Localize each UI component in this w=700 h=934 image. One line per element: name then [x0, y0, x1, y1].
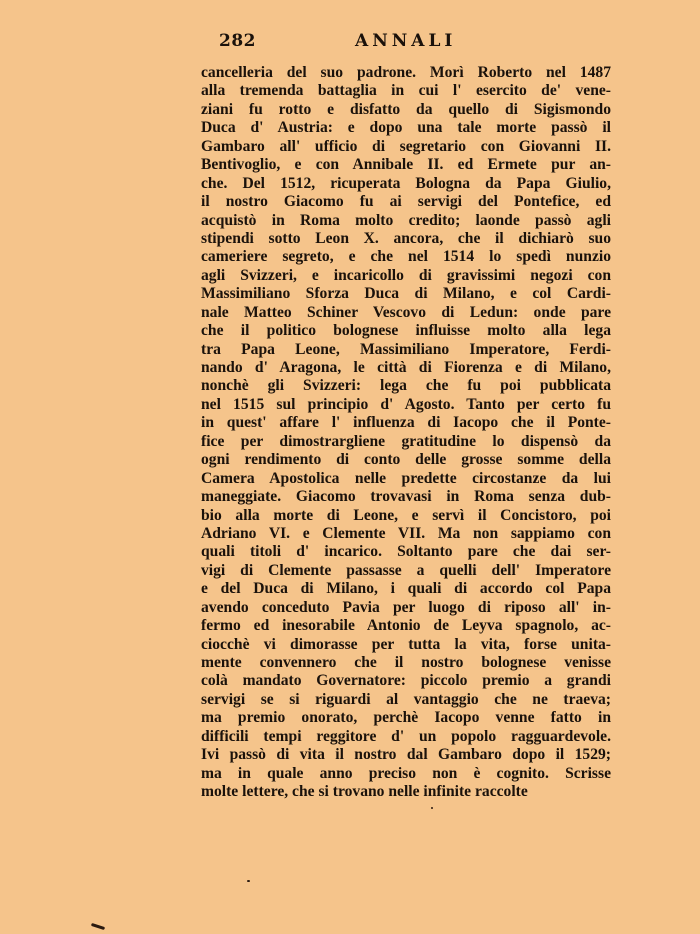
page-number: 282	[219, 31, 256, 51]
text-line: nale Matteo Schiner Vescovo di Ledun: onde pare	[201, 303, 611, 321]
text-line: cancelleria del suo padrone. Morì Roberto nel 1487	[201, 64, 611, 81]
text-line: cameriere segreto, e che nel 1514 lo spedì nunzio	[201, 248, 611, 266]
page-header	[201, 31, 611, 53]
text-line: mente convennero che il nostro bolognese venisse	[201, 654, 611, 671]
text-line: Massimiliano Sforza Duca di Milano, e col Cardi-	[201, 285, 611, 303]
running-head: ANNALI	[355, 31, 457, 51]
body-text	[201, 64, 611, 802]
text-line: ogni rendimento di conto delle grosse somme della	[201, 451, 611, 469]
ink-speck	[431, 807, 433, 809]
text-line: quali titoli d' incarico. Soltanto pare che dai ser-	[201, 543, 611, 561]
text-line: avendo conceduto Pavia per luogo di riposo all' in-	[201, 598, 611, 616]
text-line: Gambaro all' ufficio di segretario con Giovanni II.	[201, 137, 611, 155]
text-line: servigi se si riguardi al vantaggio che ne traeva;	[201, 690, 611, 708]
text-line: vigi di Clemente passasse a quelli dell' Imperatore	[201, 561, 611, 579]
text-line: Adriano VI. e Clemente VII. Ma non sappiamo con	[201, 524, 611, 542]
text-line: colà mandato Governatore: piccolo premio a grandi	[201, 672, 611, 690]
text-line: tra Papa Leone, Massimiliano Imperatore, Ferdi-	[201, 340, 611, 358]
text-line: Ivi passò di vita il nostro dal Gambaro dopo il 1529;	[201, 746, 611, 764]
text-line: che il politico bolognese influisse molto alla lega	[201, 322, 611, 340]
text-line: maneggiate. Giacomo trovavasi in Roma senza dub-	[201, 488, 611, 506]
text-line: ma premio onorato, perchè Iacopo venne fatto in	[201, 709, 611, 727]
text-line: in quest' affare l' influenza di Iacopo che il Ponte-	[201, 414, 611, 432]
text-line: nonchè gli Svizzeri: lega che fu poi pubblicata	[201, 377, 611, 395]
text-line: alla tremenda battaglia in cui l' esercito de' vene-	[201, 82, 611, 100]
text-line: ma in quale anno preciso non è cognito. Scrisse	[201, 764, 611, 782]
text-line: bio alla morte di Leone, e servì il Concistoro, poi	[201, 506, 611, 524]
text-line: Camera Apostolica nelle predette circostanze da lui	[201, 469, 611, 487]
text-line: fermo ed inesorabile Antonio de Leyva spagnolo, ac-	[201, 617, 611, 635]
text-line: nando d' Aragona, le città di Fiorenza e di Milano,	[201, 359, 611, 376]
text-line: ciocchè vi dimorasse per tutta la vita, forse unita-	[201, 635, 611, 653]
text-line: Duca d' Austria: e dopo una tale morte passò il	[201, 119, 611, 137]
ink-speck	[247, 880, 250, 882]
text-line: agli Svizzeri, e incaricollo di gravissimi negozi con	[201, 266, 611, 284]
text-line: difficili tempi reggitore d' un popolo ragguardevole.	[201, 727, 611, 745]
text-line: ziani fu rotto e disfatto da quello di Sigismondo	[201, 100, 611, 118]
text-line: il nostro Giacomo fu ai servigi del Pontefice, ed	[201, 193, 611, 211]
ink-speck	[91, 923, 105, 930]
text-line: acquistò in Roma molto credito; laonde passò agli	[201, 211, 611, 229]
text-line: Bentivoglio, e con Annibale II. ed Ermete pur an-	[201, 156, 611, 174]
text-line: stipendi sotto Leon X. ancora, che il dichiarò suo	[201, 229, 611, 247]
text-line: e del Duca di Milano, i quali di accordo col Papa	[201, 580, 611, 598]
text-line: molte lettere, che si trovano nelle infinite raccolte	[201, 783, 528, 801]
text-line: che. Del 1512, ricuperata Bologna da Papa Giulio,	[201, 174, 611, 192]
text-line: nel 1515 sul principio d' Agosto. Tanto per certo fu	[201, 395, 611, 413]
text-line: fice per dimostrargliene gratitudine lo dispensò da	[201, 432, 611, 450]
